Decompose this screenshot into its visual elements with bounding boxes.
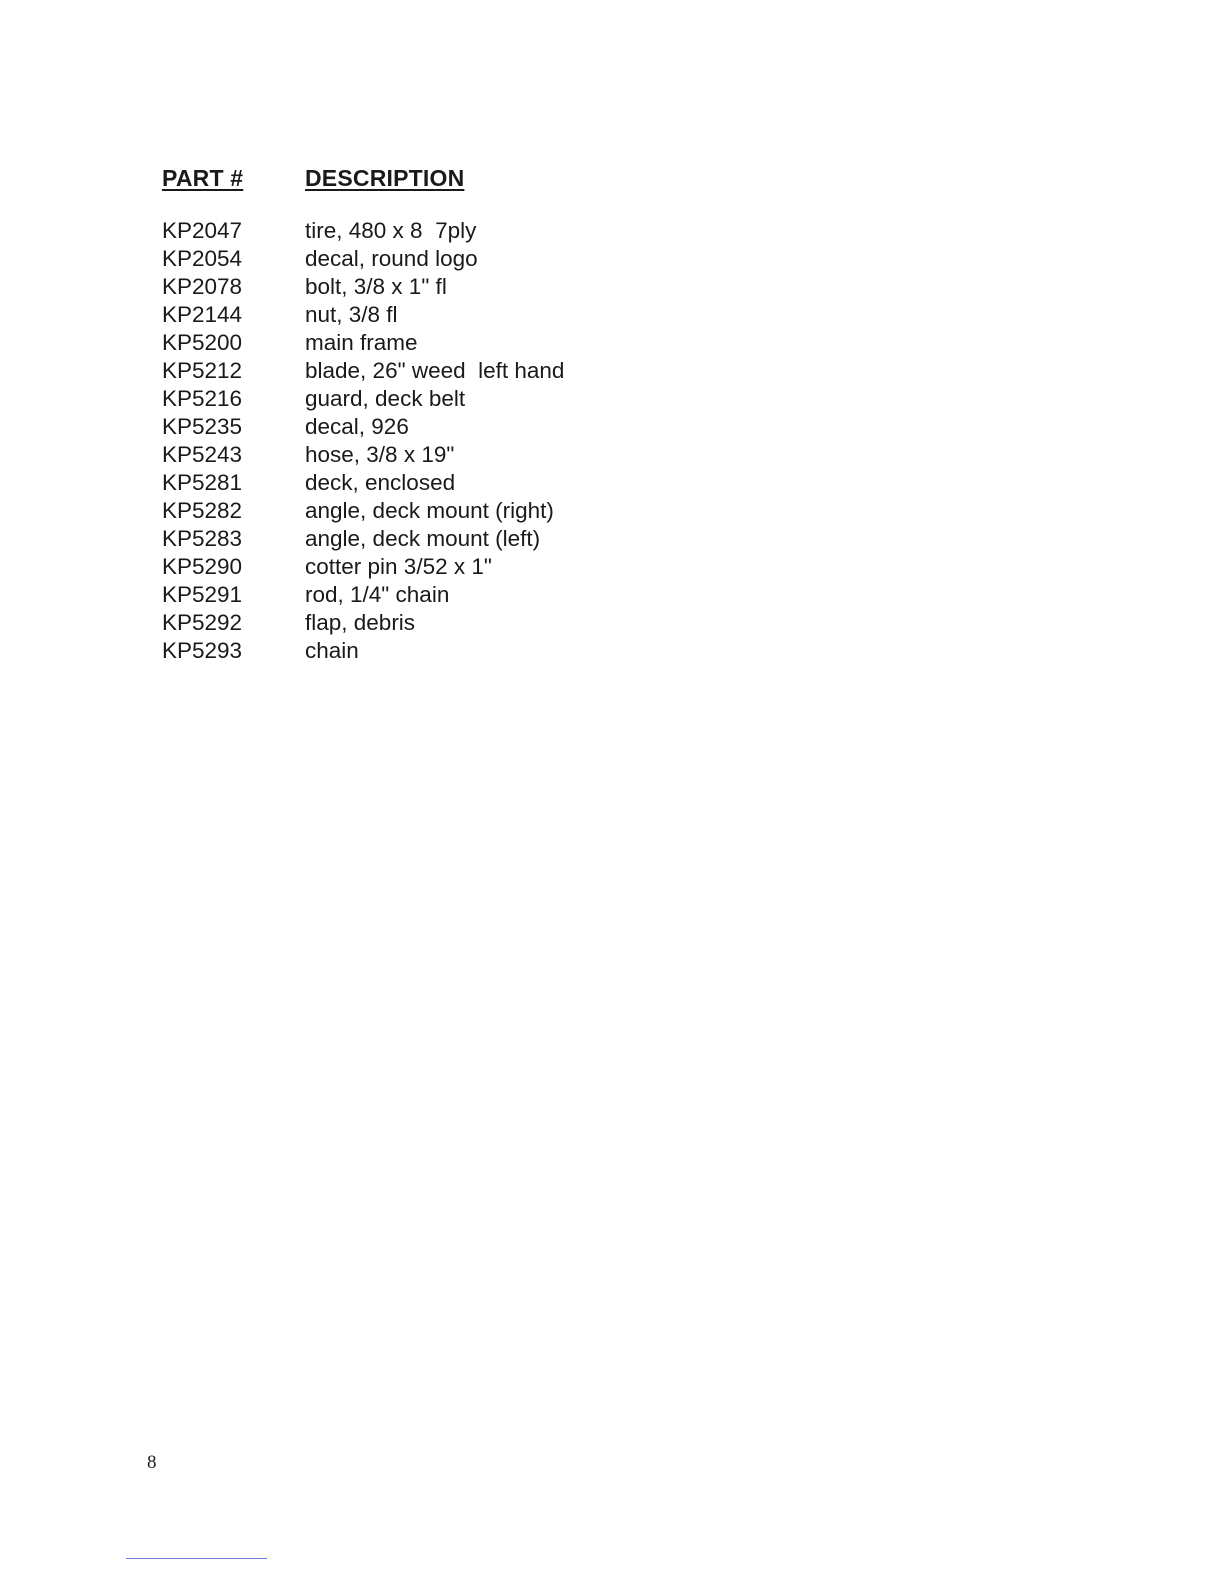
- part-number: KP5216: [162, 386, 243, 411]
- part-number: KP2144: [162, 302, 243, 327]
- part-number-header-cell: [162, 165, 305, 192]
- part-number: KP5235: [162, 414, 243, 439]
- table-body: [162, 217, 682, 665]
- part-number: KP5243: [162, 442, 243, 467]
- part-number: KP5292: [162, 610, 243, 635]
- part-number: KP5212: [162, 358, 243, 383]
- part-description: angle, deck mount (right): [305, 498, 554, 523]
- part-number: KP5200: [162, 330, 243, 355]
- part-description: rod, 1/4" chain: [305, 582, 450, 607]
- table-row: [162, 301, 682, 329]
- table-header: [162, 152, 682, 192]
- part-number: KP5283: [162, 526, 243, 551]
- part-number: KP2054: [162, 246, 243, 271]
- page-number: 8: [147, 1452, 157, 1473]
- part-description: nut, 3/8 fl: [305, 302, 398, 327]
- part-number: KP2047: [162, 218, 243, 243]
- footer-rule: [126, 1558, 267, 1559]
- table-row: [162, 385, 682, 413]
- part-description: decal, round logo: [305, 246, 478, 271]
- table-row: [162, 357, 682, 385]
- table-row: [162, 413, 682, 441]
- table-row: [162, 329, 682, 357]
- part-description: decal, 926: [305, 414, 409, 439]
- description-header-cell: [305, 165, 682, 192]
- part-description: hose, 3/8 x 19": [305, 442, 455, 467]
- description-header: DESCRIPTION: [305, 165, 465, 191]
- part-number-header: PART #: [162, 165, 244, 191]
- parts-table: [162, 152, 682, 665]
- table-row: [162, 245, 682, 273]
- table-row: [162, 525, 682, 553]
- part-number: KP5291: [162, 582, 243, 607]
- table-row: [162, 497, 682, 525]
- part-description: guard, deck belt: [305, 386, 466, 411]
- part-description: angle, deck mount (left): [305, 526, 541, 551]
- part-description: flap, debris: [305, 610, 416, 635]
- table-row: [162, 553, 682, 581]
- table-row: [162, 217, 682, 245]
- table-row: [162, 581, 682, 609]
- table-row: [162, 273, 682, 301]
- part-description: main frame: [305, 330, 418, 355]
- table-row: [162, 637, 682, 665]
- part-number: KP5282: [162, 498, 243, 523]
- part-description: bolt, 3/8 x 1" fl: [305, 274, 447, 299]
- part-number: KP5281: [162, 470, 243, 495]
- part-description: cotter pin 3/52 x 1": [305, 554, 492, 579]
- part-description: chain: [305, 638, 359, 663]
- part-description: tire, 480 x 8 7ply: [305, 218, 477, 243]
- part-description: deck, enclosed: [305, 470, 456, 495]
- table-row: [162, 441, 682, 469]
- part-number: KP5293: [162, 638, 243, 663]
- table-row: [162, 609, 682, 637]
- part-number: KP5290: [162, 554, 243, 579]
- table-row: [162, 469, 682, 497]
- part-description: blade, 26" weed left hand: [305, 358, 565, 383]
- part-number: KP2078: [162, 274, 243, 299]
